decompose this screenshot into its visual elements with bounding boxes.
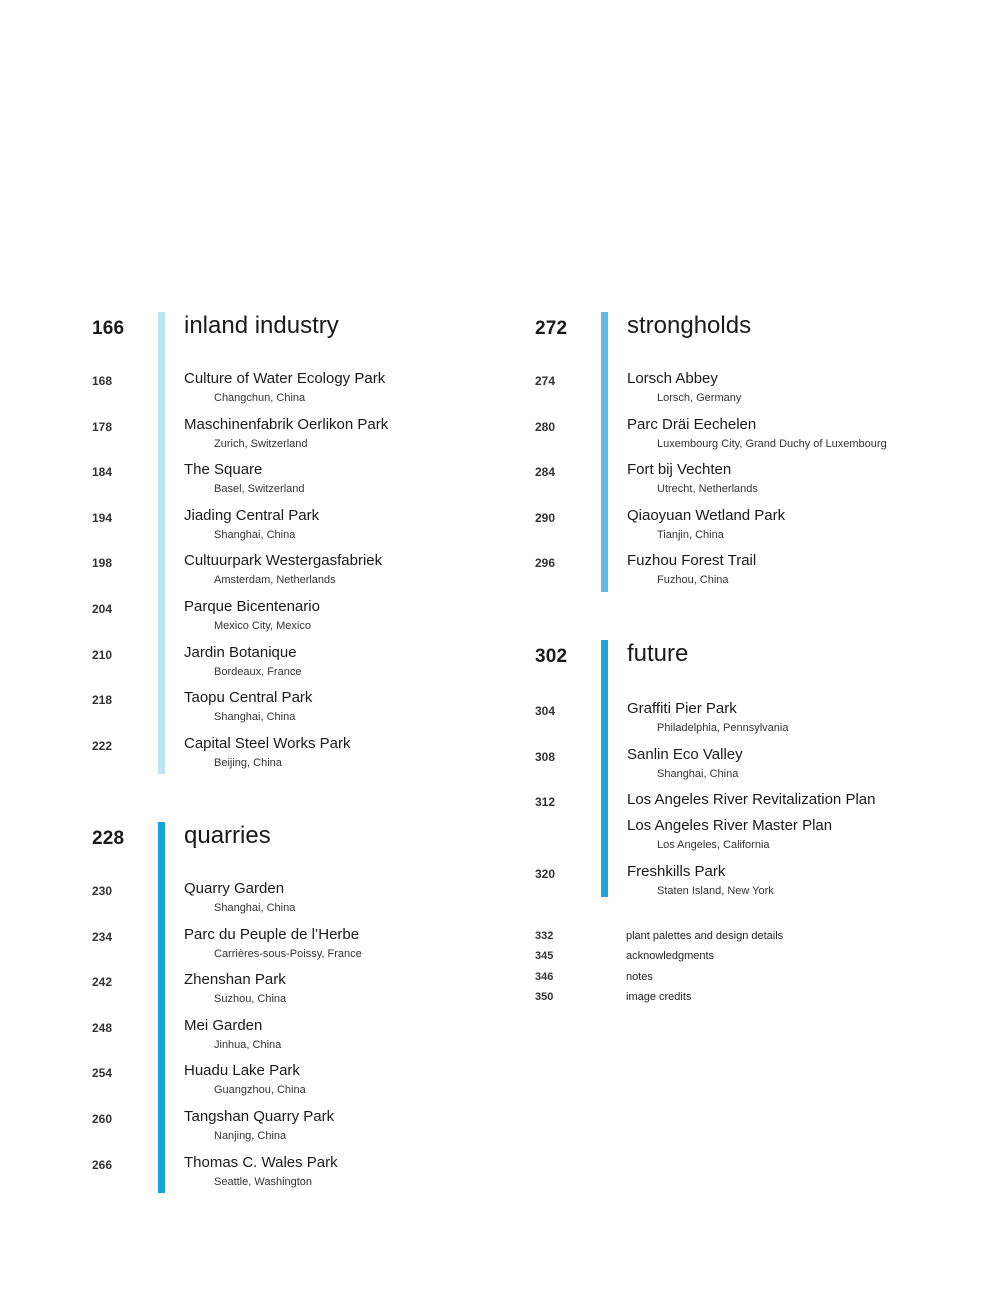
section-strongholds (535, 312, 975, 594)
page-number: 242 (92, 975, 113, 990)
back-matter-label: plant palettes and design details (626, 930, 784, 942)
entry-name: Cultuurpark Westergasfabriek (184, 552, 383, 570)
entry-location: Suzhou, China (214, 993, 287, 1006)
entry-name: Mei Garden (184, 1016, 263, 1034)
entry-name: Fuzhou Forest Trail (627, 552, 757, 570)
page-number: 210 (92, 647, 113, 662)
page-number: 350 (535, 991, 554, 1004)
page-number: 194 (92, 510, 113, 525)
entry-name: Capital Steel Works Park (184, 734, 351, 752)
entry-name: Zhenshan Park (184, 971, 286, 989)
page-number: 284 (535, 465, 556, 480)
page-number: 345 (535, 950, 554, 963)
page-number: 234 (92, 929, 113, 944)
section-bar (601, 312, 608, 592)
entry-location: Seattle, Washington (214, 1175, 313, 1188)
entry-location: Shanghai, China (657, 767, 739, 780)
page-number: 280 (535, 419, 556, 434)
page-number: 230 (92, 884, 113, 898)
page-number: 260 (92, 1111, 113, 1126)
entry-location: Fuzhou, China (657, 574, 729, 587)
entry-location: Jinhua, China (214, 1038, 282, 1051)
entry-name: Los Angeles River Master Plan (627, 817, 833, 835)
entry-name: Parc Dräi Eechelen (627, 415, 757, 433)
entry-location: Guangzhou, China (214, 1084, 306, 1097)
entry-location: Changchun, China (214, 392, 306, 404)
section-number: 166 (92, 318, 125, 339)
entry-name: Jardin Botanique (184, 643, 297, 661)
section-quarries (92, 822, 492, 1194)
entry-location: Tianjin, China (657, 528, 724, 541)
entry-name: Quarry Garden (184, 880, 285, 897)
entry-name: Fort bij Vechten (627, 461, 732, 479)
entry-location: Lorsch, Germany (657, 392, 742, 404)
entry-location: Bordeaux, France (214, 665, 302, 678)
page-number: 168 (92, 374, 113, 388)
entry-name: Jiading Central Park (184, 506, 320, 524)
section-number: 228 (92, 828, 125, 849)
entry-location: Nanjing, China (214, 1129, 287, 1142)
section-title: future (627, 640, 689, 667)
entry-location: Beijing, China (214, 756, 282, 769)
page-number: 308 (535, 749, 556, 764)
entry-name: Culture of Water Ecology Park (184, 370, 386, 387)
entry-name: Parc du Peuple de l’Herbe (184, 925, 360, 943)
entry-name: Taopu Central Park (184, 689, 313, 707)
entry-location: Philadelphia, Pennsylvania (657, 722, 789, 734)
section-title: strongholds (627, 312, 752, 339)
entry-name: The Square (184, 461, 263, 479)
entry-location: Staten Island, New York (657, 884, 774, 897)
back-matter-label: notes (626, 970, 653, 983)
entry-location: Los Angeles, California (657, 839, 770, 852)
page-number: 274 (535, 374, 556, 388)
page-number: 304 (535, 704, 556, 718)
section-number: 302 (535, 646, 568, 667)
page-number: 218 (92, 693, 113, 708)
entry-name: Los Angeles River Revitalization Plan (627, 791, 876, 809)
page-number: 178 (92, 419, 113, 434)
entry-name: Thomas C. Wales Park (184, 1153, 338, 1171)
entry-location: Utrecht, Netherlands (657, 483, 758, 496)
section-title: quarries (184, 822, 271, 849)
entry-location: Shanghai, China (214, 711, 296, 724)
entry-name: Tangshan Quarry Park (184, 1107, 335, 1125)
page-number: 296 (535, 556, 556, 571)
section-bar (601, 640, 608, 897)
section-number: 272 (535, 318, 568, 339)
entry-name: Lorsch Abbey (627, 370, 718, 387)
page-number: 222 (92, 738, 113, 753)
page-number: 332 (535, 930, 554, 942)
page-number: 248 (92, 1020, 113, 1035)
back-matter-label: image credits (626, 991, 692, 1004)
entry-name: Qiaoyuan Wetland Park (627, 506, 786, 524)
page-number: 312 (535, 795, 556, 810)
entry-location: Carrières-sous-Poissy, France (214, 947, 362, 960)
entry-location: Mexico City, Mexico (214, 619, 311, 632)
page-number: 198 (92, 556, 113, 571)
page-number: 254 (92, 1066, 113, 1081)
section-bar (158, 312, 165, 774)
entry-location: Amsterdam, Netherlands (214, 574, 336, 587)
section-future (535, 640, 975, 900)
entry-location: Luxembourg City, Grand Duchy of Luxembourg (657, 437, 887, 450)
entry-name: Sanlin Eco Valley (627, 745, 743, 763)
section-inland-industry (92, 312, 492, 776)
section-bar (158, 822, 165, 1193)
page-number: 204 (92, 601, 113, 616)
page-number: 184 (92, 465, 113, 480)
entry-name: Graffiti Pier Park (627, 700, 737, 717)
back-matter-label: acknowledgments (626, 950, 715, 963)
entry-location: Zurich, Switzerland (214, 437, 308, 450)
entry-location: Shanghai, China (214, 902, 296, 914)
page-number: 346 (535, 970, 554, 983)
entry-name: Freshkills Park (627, 862, 726, 880)
page-number: 266 (92, 1157, 113, 1172)
entry-location: Basel, Switzerland (214, 483, 305, 496)
entry-name: Maschinenfabrik Oerlikon Park (184, 415, 389, 433)
entry-name: Parque Bicentenario (184, 597, 320, 615)
section-title: inland industry (184, 312, 339, 339)
entry-location: Shanghai, China (214, 528, 296, 541)
page-number: 320 (535, 866, 556, 881)
page-number: 290 (535, 510, 556, 525)
entry-name: Huadu Lake Park (184, 1062, 300, 1080)
